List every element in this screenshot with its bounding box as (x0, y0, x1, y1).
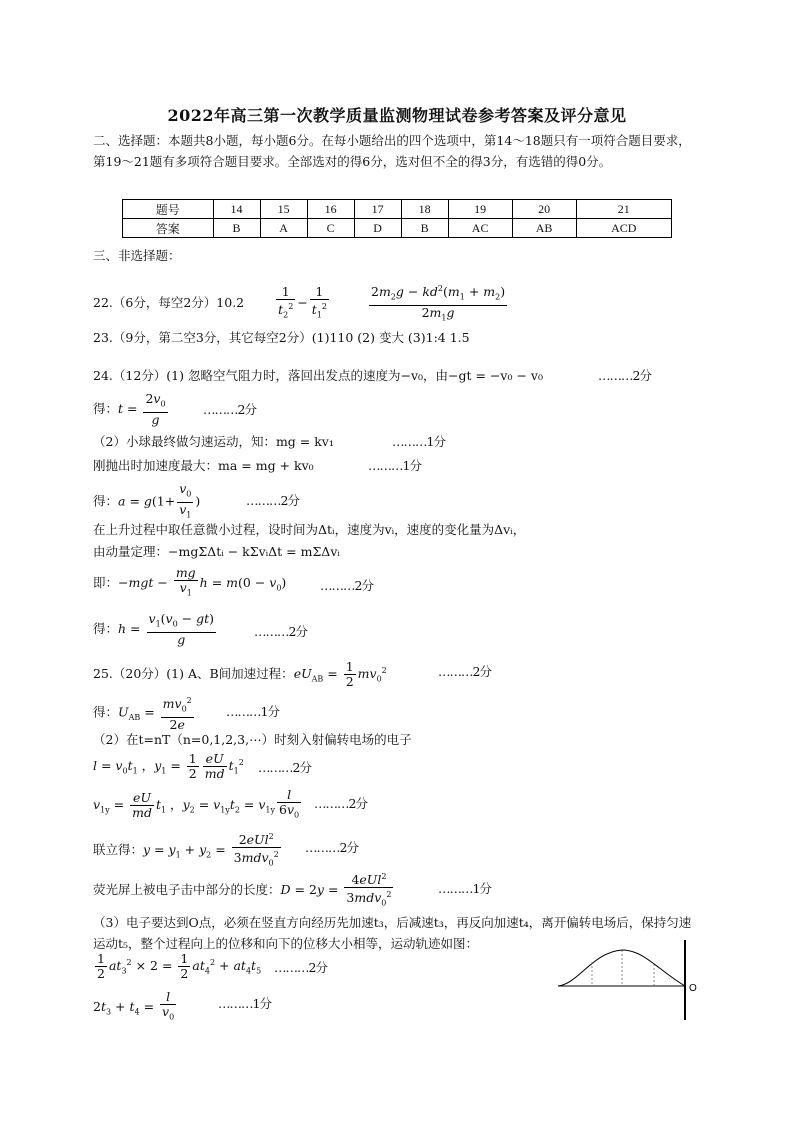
table-cell: 14 (213, 200, 260, 219)
q22-formula-b: $\frac{2m_2g - kd^2(m_1 + m_2)}{2m_1g}$ (370, 284, 506, 323)
q24-prefix-8: 即： (93, 574, 119, 590)
q24-line-6: 在上升过程中取任意微小过程，设时间为Δtᵢ，速度为vᵢ，速度的变化量为Δvᵢ， (93, 522, 526, 537)
table-cell: 19 (448, 200, 512, 219)
q25-line-10: $2t_3 + t_4$ = $\frac{l}{v_0}$ (93, 989, 175, 1022)
table-cell: ACD (576, 219, 671, 238)
q24-line-2: 得：t = $\frac{2v_0}{g}$ (93, 391, 166, 427)
q25-score-2: ………1分 (226, 704, 279, 719)
section-choice-intro: 二、选择题：本题共8小题，每小题6分。在每小题给出的四个选项中，第14～18题只有一项符合题目要求，第19～21题有多项符合题目要求。全部选对的得6分，选对但不全的得3分，有选错的得0分。 (93, 133, 691, 169)
q25-line-3: （2）在t=nT（n=0,1,2,3,⋯）时刻入射偏转电场的电子 (93, 732, 412, 747)
q25-score-1: ………2分 (438, 664, 491, 679)
q25-line-5: $v_{1y}$ = $\frac{eU}{md}$ $t_1$ ，$y_2 = v_{1y}t_2 = v_{1y}$ $\frac{l}{6v_0}$ (93, 787, 300, 820)
q25-score-8: ………2分 (274, 960, 327, 975)
q24-prefix-2: 得： (93, 400, 119, 416)
table-row (123, 219, 672, 238)
q25-score-9: ………1分 (218, 996, 271, 1011)
q25-prefix-6: 荧光屏上被电子击中部分的长度： (93, 881, 281, 897)
trajectory-diagram (558, 940, 708, 1024)
table-cell: A (260, 219, 307, 238)
table-cell: 21 (576, 200, 671, 219)
table-cell: AB (512, 219, 576, 238)
q24-score-4: ………1分 (368, 458, 421, 473)
q25-score-6: ………1分 (438, 881, 491, 896)
table-cell: B (401, 219, 448, 238)
q24-score-9: ………2分 (254, 624, 307, 639)
answer-table (122, 199, 672, 238)
table-cell: 16 (307, 200, 354, 219)
q25-prefix-2: 得： (93, 704, 119, 720)
q24-line-4: 刚抛出时加速度最大：ma = mg + kv₀ (93, 458, 314, 473)
q24-line-3: （2）小球最终做匀速运动，知：mg = kv₁ (93, 434, 334, 449)
q24-line-9: 得：h = $\frac{v_1(v_0 - gt)}{g}$ (93, 611, 215, 647)
q25-line-1: 25.（20分）(1) A、B间加速过程：$eU_{AB}$ = $\frac{1}{2}$ $mv_0^2$ (93, 659, 387, 689)
q24-score-1: ………2分 (598, 368, 651, 383)
q25-line-6: 联立得：$y = y_1 + y_2$ = $\frac{2eUl^2}{3mdv_0^2}$ (93, 832, 279, 868)
q25-score-4: ………2分 (314, 796, 367, 811)
q22-line: 22.（6分，每空2分）10.2 $\frac{1}{t_2^2}$ − $\frac{1}{t_1^2}$ $\frac{2m_2g - kd^2(m_1 + m_2)}{2m_1g}$ (93, 282, 509, 325)
q24-score-3: ………1分 (392, 434, 445, 449)
q25-line-2: 得：$U_{AB}$ = $\frac{mv_0^2}{2e}$ (93, 696, 192, 732)
table-cell: 15 (260, 200, 307, 219)
q25-score-3: ………2分 (258, 760, 311, 775)
table-cell: AC (448, 219, 512, 238)
q24-prefix-9: 得： (93, 620, 119, 636)
table-cell: B (213, 219, 260, 238)
q25-line-8: （3）电子要达到O点，必须在竖直方向经历先加速t₃，后减速t₃，再反向加速t₄，离开偏转电场后，保持匀速运动t₅，整个过程向上的位移和向下的位移大小相等，运动轨迹如图： (93, 915, 692, 951)
table-cell: C (307, 219, 354, 238)
q25-line-4: $l = v_0t_1$ ，$y_1$ = $\frac{1}{2}$ $\frac{eU}{md}$ $t_1^2$ (93, 751, 244, 781)
q24-line-1: 24.（12分）(1) 忽略空气阻力时，落回出发点的速度为−v₀，由−gt = −v₀ − v₀ (93, 368, 543, 383)
table-header-cell: 题号 (123, 200, 214, 219)
section-heading-nonchoice: 三、非选择题： (93, 248, 181, 263)
q22-prefix: 22.（6分，每空2分）10.2 (93, 295, 245, 311)
table-cell: 17 (354, 200, 401, 219)
table-header-cell: 答案 (123, 219, 214, 238)
q25-line-9: $\frac{1}{2}$ $at_3^2 \times 2$ = $\frac{1}{2}$ $at_4^2 + at_4t_5$ (97, 951, 262, 981)
q25-line-7: 荧光屏上被电子击中部分的长度：D = 2y = $\frac{4eUl^2}{3mdv_0^2}$ (93, 872, 392, 908)
page-title: 2022年高三第一次教学质量监测物理试卷参考答案及评分意见 (167, 106, 627, 125)
trajectory-curve (558, 950, 685, 986)
origin-label: O (689, 983, 697, 994)
table-cell: 18 (401, 200, 448, 219)
q24-line-5: 得：a = g(1+ $\frac{v_0}{v_1}$ ) (93, 481, 201, 519)
table-cell: 20 (512, 200, 576, 219)
q25-score-5: ………2分 (305, 840, 358, 855)
q25-prefix-1: 25.（20分）(1) A、B间加速过程： (93, 666, 294, 681)
table-cell: D (354, 219, 401, 238)
q24-score-5: ………2分 (246, 493, 299, 508)
q25-prefix-5: 联立得： (93, 841, 144, 857)
q24-score-2: ………2分 (203, 402, 256, 417)
table-row (123, 200, 672, 219)
q23-line: 23.（9分，第二空3分，其它每空2分）(1)110 (2) 变大 (3)1:4 1.5 (93, 330, 470, 345)
q22-formula-a: $\frac{1}{t_2^2}$ (278, 283, 294, 320)
q24-line-7: 由动量定理：−mgΣΔtᵢ − kΣvᵢΔt = mΣΔvᵢ (93, 544, 340, 559)
q24-line-8: 即：−mgt − $\frac{mg}{v_1}$ $h = m(0 - v_0)$ (93, 565, 287, 598)
q24-prefix-5: 得： (93, 493, 119, 509)
q24-score-8: ………2分 (320, 578, 373, 593)
